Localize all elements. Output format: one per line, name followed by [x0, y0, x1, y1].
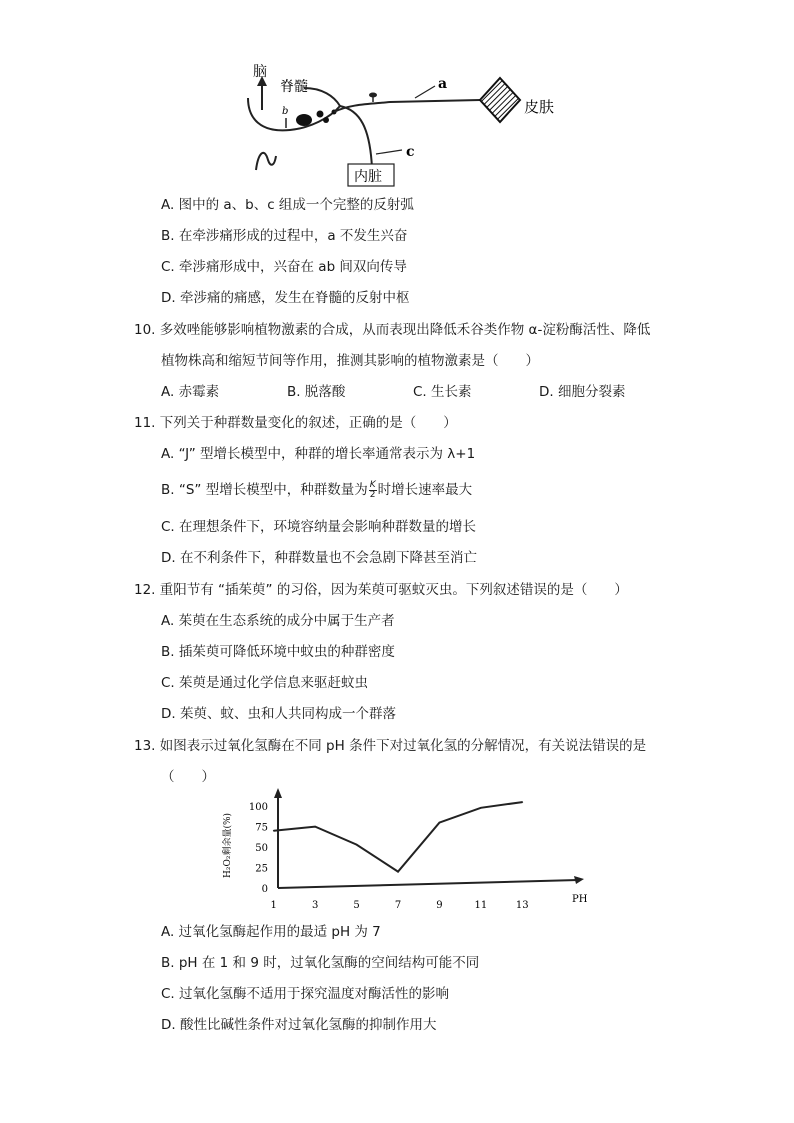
y-axis-label: H₂O₂剩余量(%): [223, 812, 233, 878]
q12-option-a: A. 茱萸在生态系统的成分中属于生产者: [161, 613, 395, 629]
y-tick-label: 50: [255, 843, 268, 855]
data-point: [356, 844, 358, 846]
data-point: [314, 826, 316, 828]
ganglion: [369, 93, 377, 98]
q9-option-d: D. 牵涉痛的痛感，发生在脊髓的反射中枢: [161, 290, 410, 306]
neuron-body-small-1: [317, 111, 324, 118]
viscera-label: 内脏: [354, 169, 382, 185]
y-axis-arrow: [274, 788, 282, 798]
x-axis: [278, 880, 578, 888]
neuron-body-large: [296, 114, 312, 126]
skin-receptor: [480, 78, 520, 122]
data-point: [397, 871, 399, 873]
k-over-2-fraction: [369, 481, 377, 500]
x-axis-arrow: [574, 876, 584, 884]
q9-option-c: C. 牵涉痛形成中，兴奋在 ab 间双向传导: [161, 259, 407, 275]
q11-option-b: [161, 480, 472, 500]
ph-chart: [208, 788, 588, 916]
reflex-arc-diagram: [230, 58, 590, 190]
fraction-numerator: K: [369, 479, 376, 490]
q11-option-c: C. 在理想条件下，环境容纳量会影响种群数量的增长: [161, 519, 477, 535]
a-label: a: [438, 76, 448, 92]
data-point: [273, 830, 275, 832]
q10-options: [0, 382, 794, 402]
q11-option-b-text: B. “S” 型增长模型中，种群数量为: [161, 482, 368, 498]
x-tick-label: 9: [436, 900, 443, 911]
neuron-body-small-2: [323, 117, 329, 123]
series-line: [274, 802, 523, 872]
chart-series: [273, 801, 523, 872]
q12-option-c: C. 茱萸是通过化学信息来驱赶蚊虫: [161, 675, 369, 691]
q10-option-a: A. 赤霉素: [161, 384, 220, 400]
data-point: [480, 807, 482, 809]
x-tick-label: 1: [270, 900, 277, 911]
q10-option-b: B. 脱落酸: [287, 384, 346, 400]
q10-stem-line2: 植物株高和缩短节间等作用，推测其影响的植物激素是（ ）: [161, 353, 539, 369]
q10-option-d: D. 细胞分裂素: [539, 384, 626, 400]
skin-label: 皮肤: [524, 98, 555, 116]
spinal-cord-label: 脊髓: [280, 79, 308, 95]
q13-option-b: B. pH 在 1 和 9 时，过氧化氢酶的空间结构可能不同: [161, 955, 480, 971]
c-label: c: [406, 144, 415, 160]
chart-axes: [221, 788, 588, 905]
q12-option-d: D. 茱萸、蚊、虫和人共同构成一个群落: [161, 706, 396, 722]
x-tick-label: 7: [394, 900, 402, 911]
nerve-a: [334, 100, 480, 112]
chart-ticks: [249, 802, 529, 911]
q13-stem: 13. 如图表示过氧化氢酶在不同 pH 条件下对过氧化氢的分解情况，有关说法错误的是: [134, 738, 647, 754]
q12-stem: 12. 重阳节有 “插茱萸” 的习俗，因为茱萸可驱蚊灭虫。下列叙述错误的是（ ）: [134, 582, 628, 598]
y-tick-label: 100: [248, 802, 268, 814]
x-axis-label: PH: [572, 894, 588, 905]
q13-answer-paren: （ ）: [161, 769, 215, 785]
y-tick-label: 0: [261, 884, 268, 895]
y-tick-label: 75: [255, 822, 268, 834]
q9-option-b: B. 在牵涉痛形成的过程中，a 不发生兴奋: [161, 228, 408, 244]
q10-option-c: C. 生长素: [413, 384, 472, 400]
x-tick-label: 3: [311, 900, 319, 911]
q11-option-d: D. 在不利条件下，种群数量也不会急剧下降甚至消亡: [161, 550, 477, 566]
spinal-lower: [256, 153, 276, 170]
x-tick-label: 5: [353, 900, 360, 911]
q9-option-a: A. 图中的 a、b、c 组成一个完整的反射弧: [161, 197, 414, 213]
nerve-c: [340, 106, 372, 168]
brain-label: 脑: [253, 64, 267, 80]
q11-option-a: A. “J” 型增长模型中，种群的增长率通常表示为 λ+1: [161, 446, 476, 462]
q13-option-c: C. 过氧化氢酶不适用于探究温度对酶活性的影响: [161, 986, 450, 1002]
q13-option-d: D. 酸性比碱性条件对过氧化氢酶的抑制作用大: [161, 1017, 437, 1033]
q10-stem-line1: 10. 多效唑能够影响植物激素的合成，从而表现出降低禾谷类作物 α-淀粉酶活性、降低: [134, 322, 651, 338]
q13-option-a: A. 过氧化氢酶起作用的最适 pH 为 7: [161, 924, 381, 940]
q12-option-b: B. 插茱萸可降低环境中蚊虫的种群密度: [161, 644, 395, 660]
b-label: b: [282, 106, 289, 117]
fraction-denominator: 2: [369, 489, 376, 500]
data-point: [439, 822, 441, 824]
y-tick-label: 25: [255, 863, 268, 875]
x-tick-label: 13: [515, 900, 529, 911]
q11-option-b-tail: 时增长速率最大: [377, 482, 473, 498]
q11-stem: 11. 下列关于种群数量变化的叙述，正确的是（ ）: [134, 415, 457, 431]
x-tick-label: 11: [474, 900, 488, 911]
c-pointer: [376, 150, 402, 154]
data-point: [521, 801, 523, 803]
a-pointer: [415, 86, 435, 98]
